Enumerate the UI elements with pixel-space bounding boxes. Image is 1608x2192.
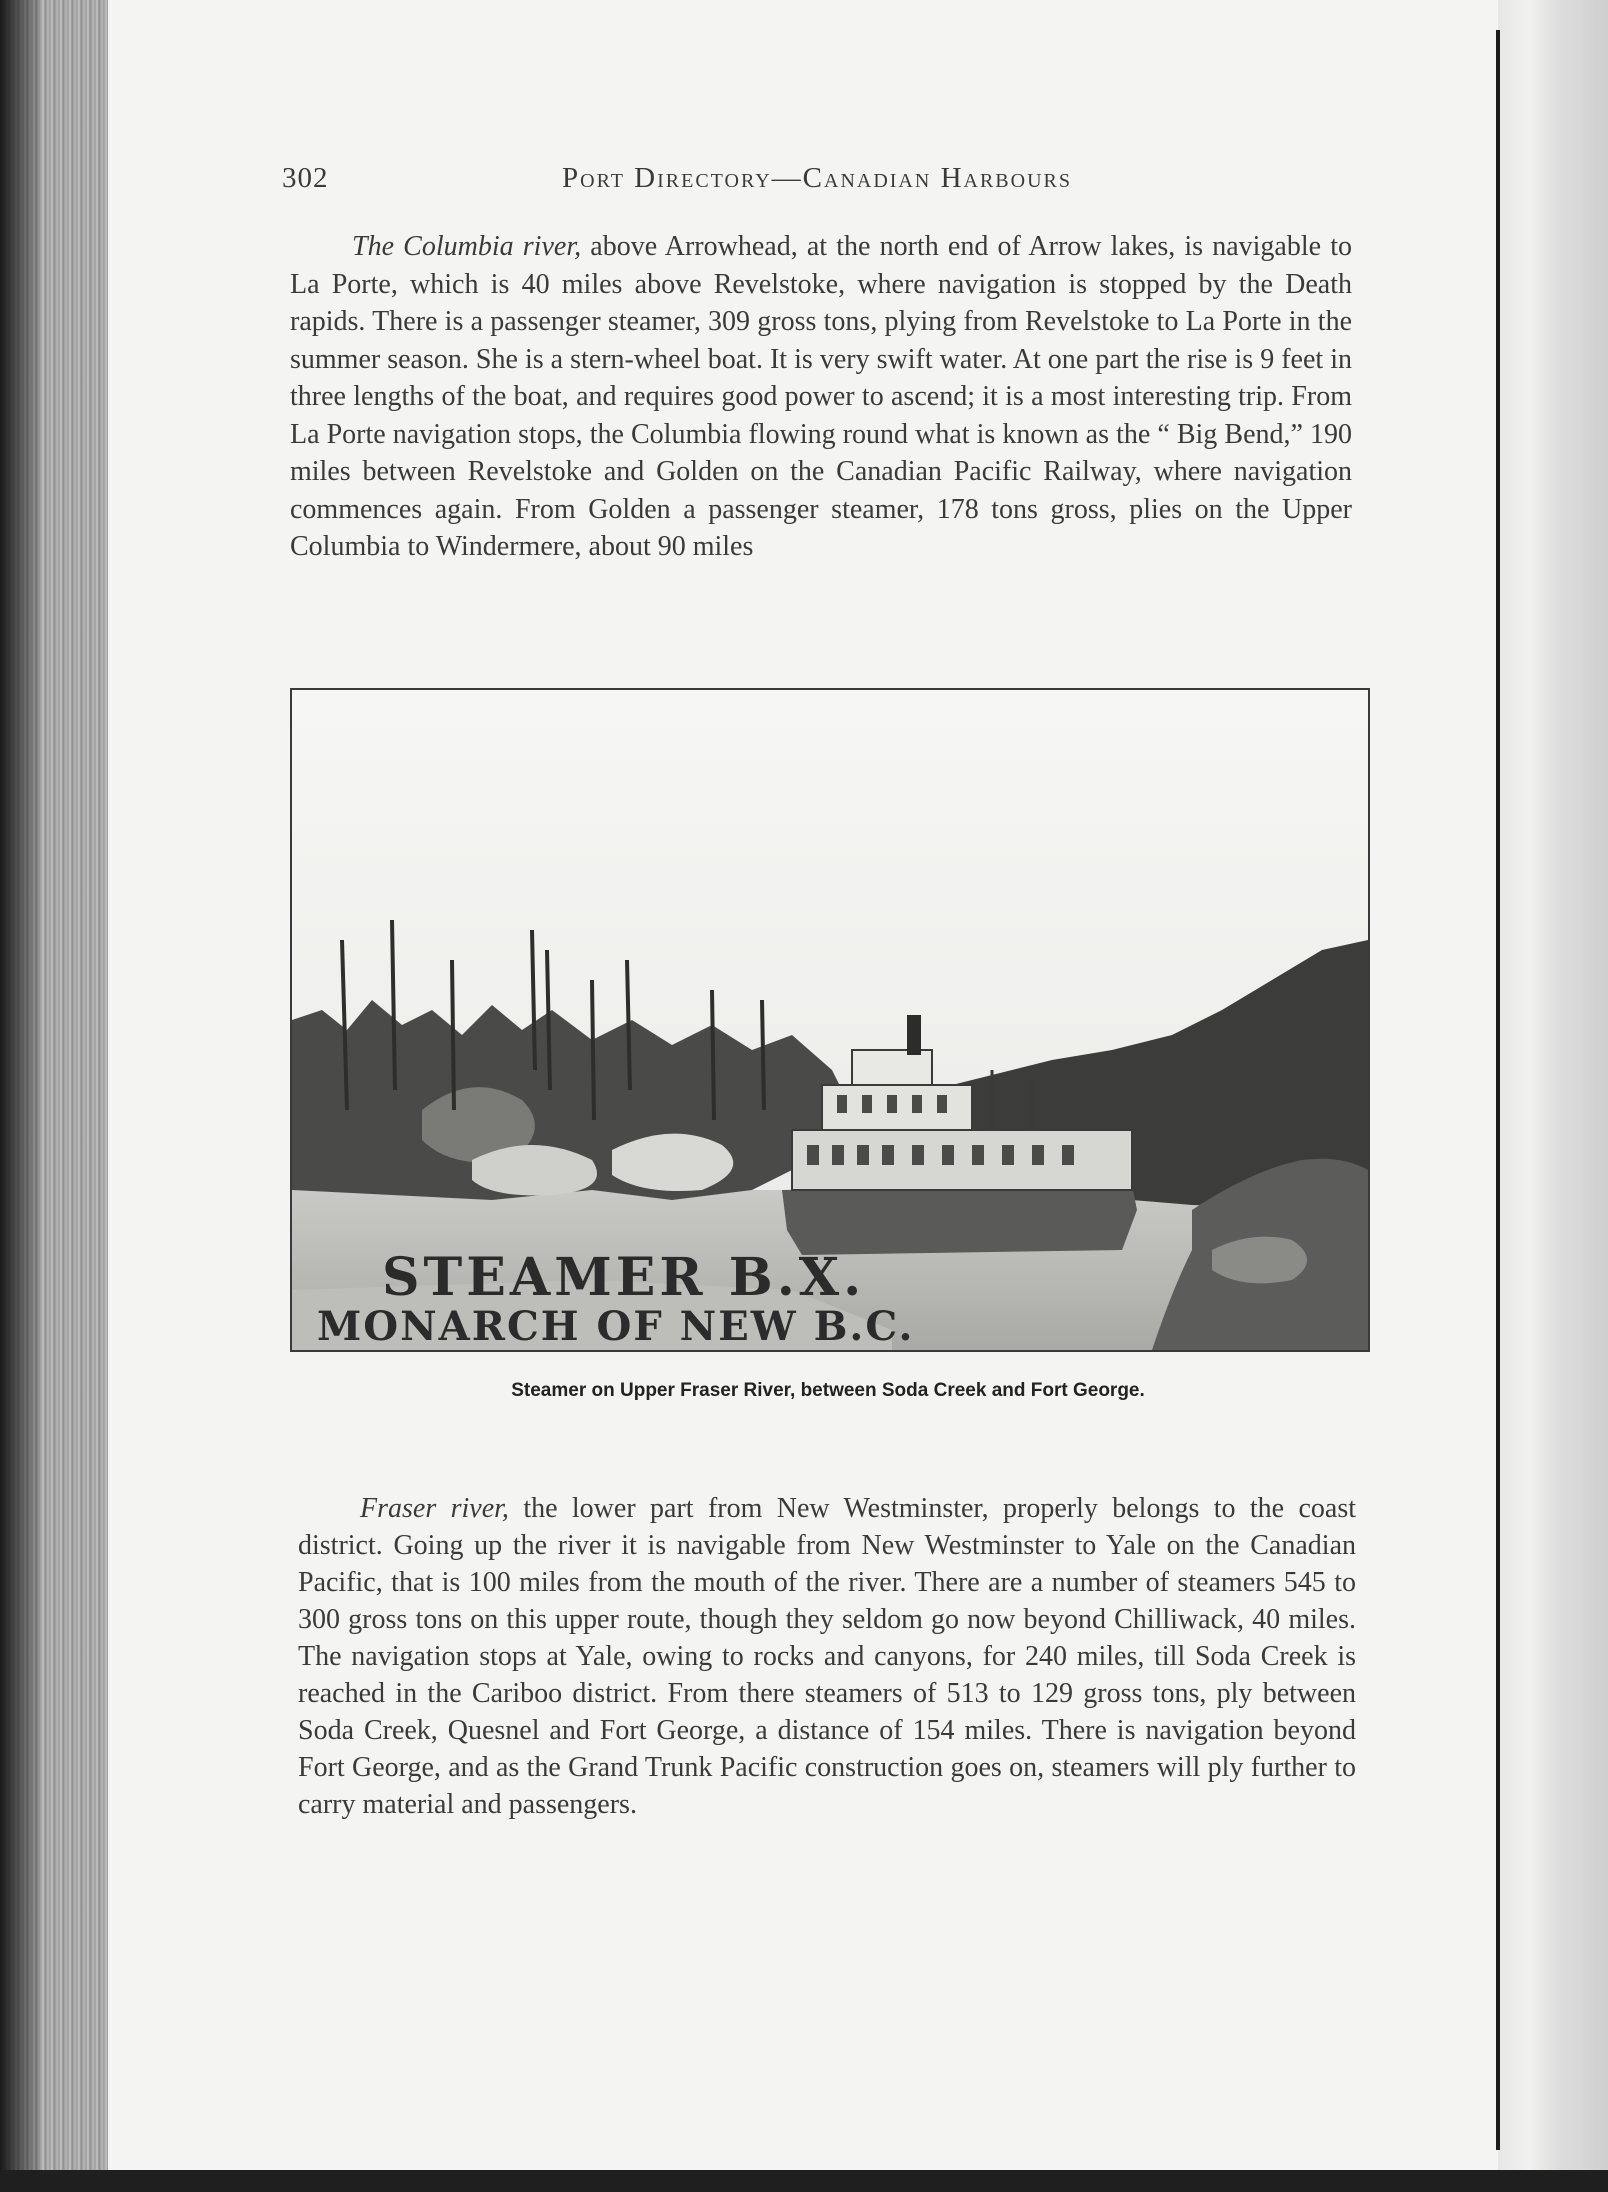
paragraph-text: above Arrowhead, at the north end of Arrow lakes, is navigable to La Porte, which is 40 miles above Revelstoke, where navigation is stopped by the Death rapids. There is a passenger steamer, 309 gross tons, plying from Revelstoke to La Porte in the summer season. She is a stern-wheel boat. It is very swift water. At one part the rise is 9 feet in three lengths of the boat, and requires good power to ascend; it is a most interesting trip. From La Porte navigation stops, the Columbia flowing round what is known as the “ Big Bend,” 190 miles between Revelstoke and Golden on the Canadian Pacific Railway, where navigation commences again. From Golden a passenger steamer, 178 tons gross, plies on the Upper Columbia to Windermere, about 90 miles: [290, 231, 1353, 562]
paragraph-lead: Fraser river,: [360, 1493, 509, 1524]
paragraph-fraser-river: [298, 1490, 1356, 1823]
photo-inscription-line2: MONARCH OF NEW B.C.: [317, 1303, 915, 1350]
paragraph-columbia-river: [290, 228, 1352, 566]
page-header: [282, 162, 1352, 202]
photo-inscription-line1: STEAMER B.X.: [382, 1247, 866, 1308]
facing-page-edge: [1498, 0, 1608, 2192]
paragraph-lead: The Columbia river,: [352, 231, 582, 262]
photo-illustration: [292, 690, 1368, 1350]
steamer-photograph: [290, 688, 1370, 1352]
page-number: 302: [282, 162, 329, 194]
running-head: Port Directory—Canadian Harbours: [562, 162, 1072, 194]
book-edge-shadow: [0, 0, 40, 2192]
paragraph-text: the lower part from New Westminster, properly belongs to the coast district. Going up the river it is navigable from New Westminster to Yale on the Canadian Pacific, that is 100 miles from the mouth of the river. There are a number of steamers 545 to 300 gross tons on this upper route, though they seldom go now beyond Chilliwack, 40 miles. The navigation stops at Yale, owing to rocks and canyons, for 240 miles, till Soda Creek is reached in the Cariboo district. From there steamers of 513 to 129 gross tons, ply between Soda Creek, Quesnel and Fort George, a distance of 154 miles. There is navigation beyond Fort George, and as the Grand Trunk Pacific construction goes on, steamers will ply further to carry material and passengers.: [298, 1493, 1357, 1820]
gutter-line: [1496, 30, 1500, 2150]
page-bottom-edge: [0, 2170, 1608, 2192]
figure-caption: Steamer on Upper Fraser River, between Soda Creek and Fort George.: [511, 1380, 1145, 1401]
